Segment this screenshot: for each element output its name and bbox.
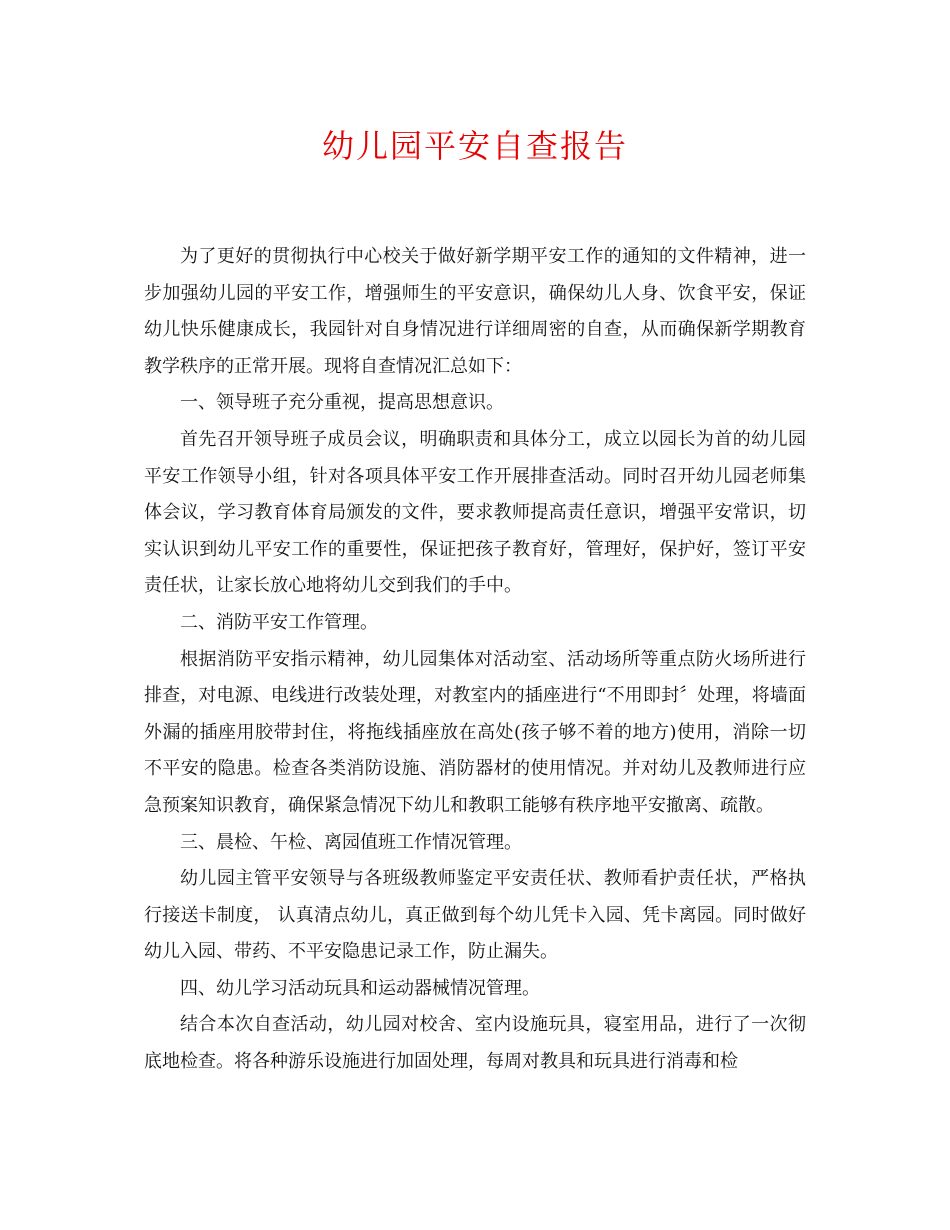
section-heading-4: 四、幼儿学习活动玩具和运动器械情况管理。 xyxy=(180,977,540,999)
paragraph-section-1: 首先召开领导班子成员会议，明确职责和具体分工，成立以园长为首的幼儿园平安工作领导小组，针对各项具体平安工作开展排查活动。同时召开幼儿园老师集体会议，学习教育体育局颁发的文件，要求教师提高责任意识，增强平安常识，切实认识到幼儿平安工作的重要性，保证把孩子教育好，管理好，保护好，签订平安责任状，让家长放心地将幼儿交到我们的手中。 xyxy=(144,428,806,597)
paragraph-section-3: 幼儿园主管平安领导与各班级教师鉴定平安责任状、教师看护责任状，严格执行接送卡制度， 认真清点幼儿，真正做到每个幼儿凭卡入园、凭卡离园。同时做好幼儿入园、带药、不平安隐患记录工作，防止漏失。 xyxy=(144,868,806,963)
paragraph-intro: 为了更好的贯彻执行中心校关于做好新学期平安工作的通知的文件精神，进一步加强幼儿园的平安工作，增强师生的平安意识，确保幼儿人身、饮食平安，保证幼儿快乐健康成长，我园针对自身情况进行详细周密的自查，从而确保新学期教育教学秩序的正常开展。现将自查情况汇总如下： xyxy=(144,246,806,377)
section-heading-3: 三、晨检、午检、离园值班工作情况管理。 xyxy=(180,831,522,853)
paragraph-section-4: 结合本次自查活动，幼儿园对校舍、室内设施玩具，寝室用品，进行了一次彻底地检查。将各种游乐设施进行加固处理，每周对教具和玩具进行消毒和检 xyxy=(144,1014,806,1073)
section-heading-2: 二、消防平安工作管理。 xyxy=(180,611,378,633)
document-title: 幼儿园平安自查报告 xyxy=(321,127,628,165)
section-heading-1: 一、领导班子充分重视，提高思想意识。 xyxy=(180,392,504,414)
paragraph-section-2: 根据消防平安指示精神，幼儿园集体对活动室、活动场所等重点防火场所进行排查，对电源、电线进行改装处理，对教室内的插座进行“不用即封〞处理，将墙面外漏的插座用胶带封住，将拖线插座放在高处(孩子够不着的地方)使用，消除一切不平安的隐患。检查各类消防设施、消防器材的使用情况。并对幼儿及教师进行应急预案知识教育，确保紧急情况下幼儿和教职工能够有秩序地平安撤离、疏散。 xyxy=(144,648,806,816)
document-body xyxy=(144,239,806,1081)
